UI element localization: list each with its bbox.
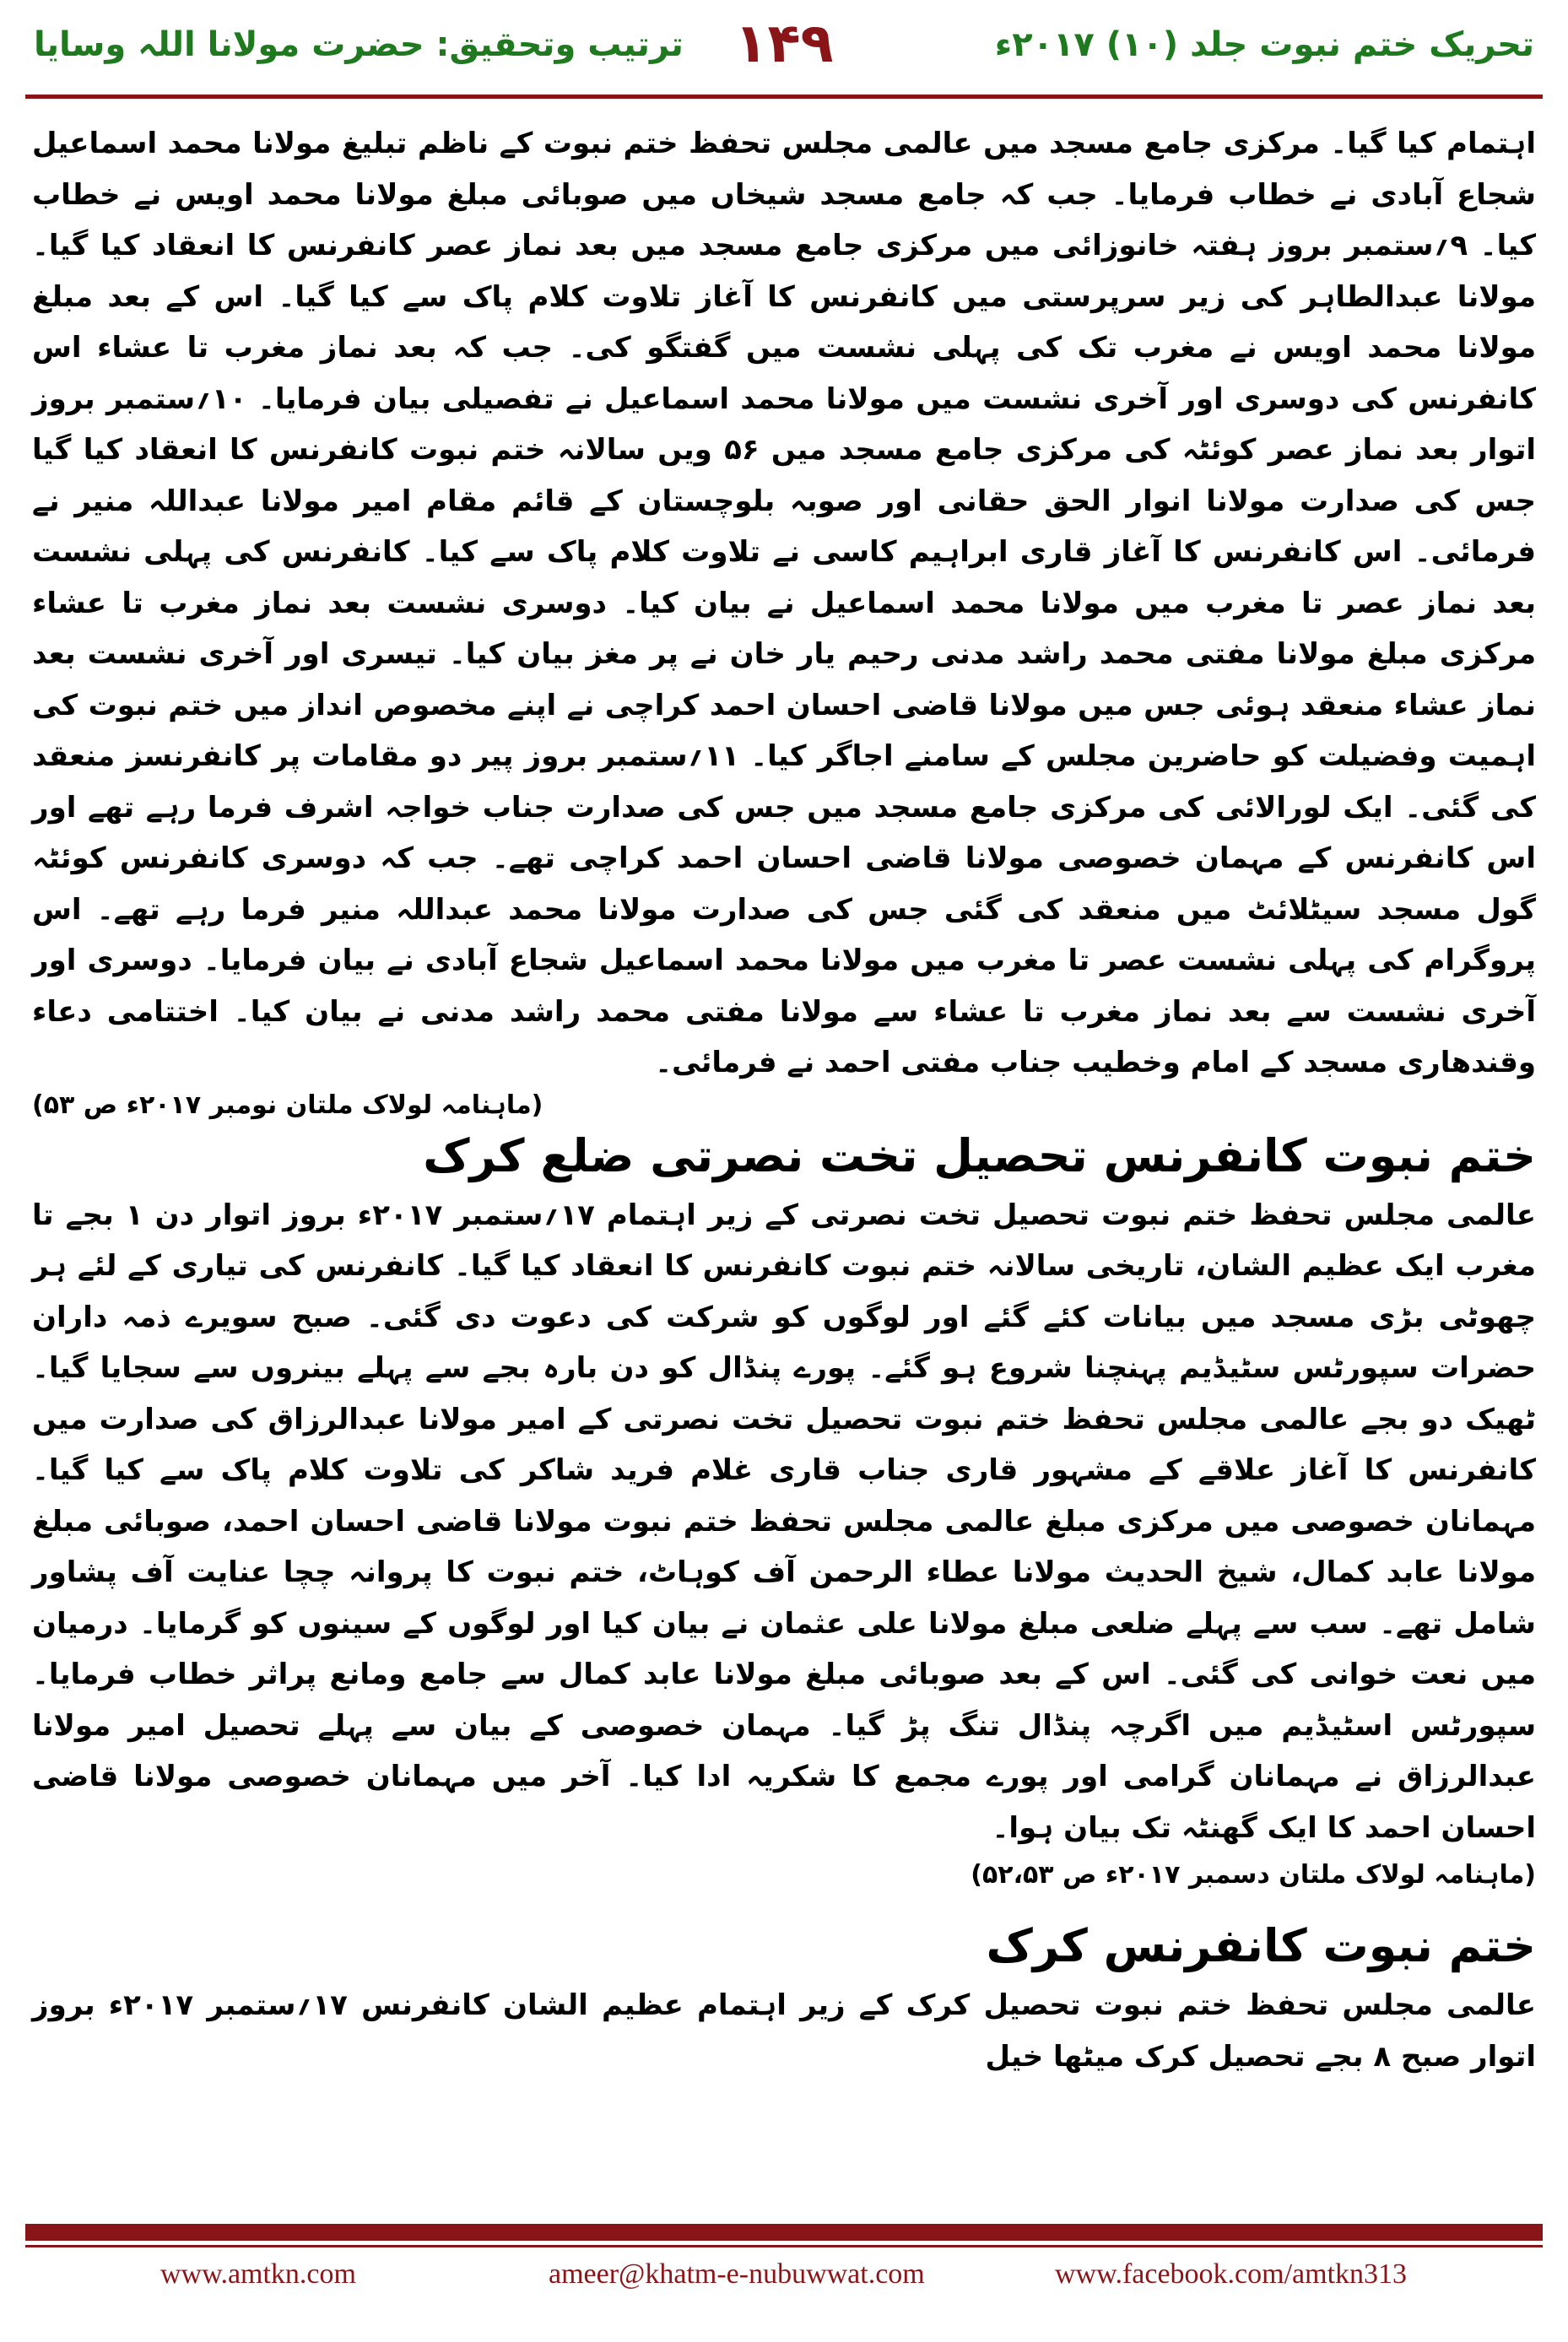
website-link[interactable]: www.amtkn.com [160,2258,356,2290]
section2-paragraph: عالمی مجلس تحفظ ختم نبوت تحصیل کرک کے زیر اہتمام عظیم الشان کانفرنس ۱۷؍ستمبر ۲۰۱۷ء بروز اتوار صبح ۸ بجے تحصیل کرک میٹھا خیل [32,1988,1537,2074]
email-link[interactable]: ameer@khatm-e-nubuwwat.com [549,2258,925,2290]
page-header [0,0,1568,101]
page-number: ۱۴۹ [734,13,834,75]
header-divider [25,95,1543,99]
footer-band [25,2224,1543,2241]
section1-heading: ختم نبوت کانفرنس تحصیل تخت نصرتی ضلع کرک [423,1128,1536,1182]
section2-heading: ختم نبوت کانفرنس کرک [986,1919,1536,1972]
intro-citation: (ماہنامہ لولاک ملتان نومبر ۲۰۱۷ء ص ۵۳) [32,1090,543,1120]
compiler-credit: ترتیب وتحقیق: حضرت مولانا اللہ وسایا [34,25,684,64]
intro-paragraph: اہتمام کیا گیا۔ مرکزی جامع مسجد میں عالمی مجلس تحفظ ختم نبوت کے ناظم تبلیغ مولانا محمد اسماعیل شجاع آبادی نے خطاب فرمایا۔ جب کہ جامع مسجد شیخاں میں صوبائی مبلغ مولانا محمد اویس نے خطاب کیا۔ ۹؍ستمبر بروز ہفتہ خانوزائی میں مرکزی جامع مسجد میں بعد نماز عصر کانفرنس کا انعقاد کیا گیا۔ مولانا عبدالطاہر کی زیر سرپرستی میں کانفرنس کا آغاز تلاوت کلام پاک سے کیا گیا۔ اس کے بعد مبلغ مولانا محمد اویس نے مغرب تک کی پہلی نشست میں گفتگو کی۔ جب کہ بعد نماز مغرب تا عشاء اس کانفرنس کی دوسری اور آخری نشست میں مولانا محمد اسماعیل نے تفصیلی بیان فرمایا۔ ۱۰؍ستمبر بروز اتوار بعد نماز عصر کوئٹہ کی مرکزی جامع مسجد میں ۵۶ ویں سالانہ ختم نبوت کانفرنس کا انعقاد کیا گیا جس کی صدارت مولانا انوار الحق حقانی اور صوبہ بلوچستان کے قائم مقام امیر مولانا عبداللہ منیر نے فرمائی۔ اس کانفرنس کا آغاز قاری ابراہیم کاسی نے تلاوت کلام پاک سے کیا۔ کانفرنس کی پہلی نشست بعد نماز عصر تا مغرب میں مولانا محمد اسماعیل نے بیان کیا۔ دوسری نشست بعد نماز مغرب تا عشاء مرکزی مبلغ مولانا مفتی محمد راشد مدنی رحیم یار خان نے پر مغز بیان کیا۔ تیسری اور آخری نشست بعد نماز عشاء منعقد ہوئی جس میں مولانا قاضی احسان احمد کراچی نے اپنے مخصوص انداز میں ختم نبوت کی اہمیت وفضیلت کو حاضرین مجلس کے سامنے اجاگر کیا۔ ۱۱؍ستمبر بروز پیر دو مقامات پر کانفرنسز منعقد کی گئی۔ ایک لورالائی کی مرکزی جامع مسجد میں جس کی صدارت جناب خواجہ اشرف فرما رہے تھے اور اس کانفرنس کے مہمان خصوصی مولانا قاضی احسان احمد کراچی تھے۔ جب کہ دوسری کانفرنس کوئٹہ گول مسجد سیٹلائٹ میں منعقد کی گئی جس کی صدارت مولانا محمد عبداللہ منیر فرما رہے تھے۔ اس پروگرام کی پہلی نشست عصر تا مغرب میں مولانا محمد اسماعیل شجاع آبادی نے بیان فرمایا۔ دوسری اور آخری نشست سے بعد نماز مغرب تا عشاء سے مولانا مفتی محمد راشد مدنی نے بیان کیا۔ اختتامی دعاء وقندھاری مسجد کے امام وخطیب جناب مفتی احمد نے فرمائی۔ [32,127,1537,1079]
page-footer [0,2252,1568,2302]
footer-divider [25,2245,1543,2247]
page-body [32,118,1536,2082]
facebook-link[interactable]: www.facebook.com/amtkn313 [1055,2258,1408,2290]
book-title: تحریک ختم نبوت جلد (۱۰) ۲۰۱۷ء [994,25,1534,64]
section1-citation: (ماہنامہ لولاک ملتان دسمبر ۲۰۱۷ء ص ۵۲،۵۳) [971,1860,1536,1890]
section1-paragraph: عالمی مجلس تحفظ ختم نبوت تحصیل تخت نصرتی کے زیر اہتمام ۱۷؍ستمبر ۲۰۱۷ء بروز اتوار دن ۱ بجے تا مغرب ایک عظیم الشان، تاریخی سالانہ ختم نبوت کانفرنس کا انعقاد کیا گیا۔ کانفرنس کی تیاری کے لئے ہر چھوٹی بڑی مسجد میں بیانات کئے گئے اور لوگوں کو شرکت کی دعوت دی گئی۔ صبح سویرے ذمہ داران حضرات سپورٹس سٹیڈیم پہنچنا شروع ہو گئے۔ پورے پنڈال کو دن بارہ بجے سے پہلے بینروں سے سجایا گیا۔ ٹھیک دو بجے عالمی مجلس تحفظ ختم نبوت تحصیل تخت نصرتی کے امیر مولانا عبدالرزاق کی صدارت میں کانفرنس کا آغاز علاقے کے مشہور قاری جناب قاری غلام فرید شاکر کی تلاوت کلام پاک سے کیا گیا۔ مہمانان خصوصی میں مرکزی مبلغ عالمی مجلس تحفظ ختم نبوت مولانا قاضی احسان احمد، صوبائی مبلغ مولانا عابد کمال، شیخ الحدیث مولانا عطاء الرحمن آف کوہاٹ، ختم نبوت کا پروانہ چچا عنایت آف پشاور شامل تھے۔ سب سے پہلے ضلعی مبلغ مولانا علی عثمان نے بیان کیا اور لوگوں کے سینوں کو گرمایا۔ درمیان میں نعت خوانی کی گئی۔ اس کے بعد صوبائی مبلغ مولانا عابد کمال سے جامع ومانع پراثر خطاب فرمایا۔ سپورٹس اسٹیڈیم میں اگرچہ پنڈال تنگ پڑ گیا۔ مہمان خصوصی کے بیان سے پہلے تحصیل امیر مولانا عبدالرزاق نے مہمانان گرامی اور پورے مجمع کا شکریہ ادا کیا۔ آخر میں مہمانان خصوصی مولانا قاضی احسان احمد کا ایک گھنٹہ تک بیان ہوا۔ [32,1198,1536,1845]
